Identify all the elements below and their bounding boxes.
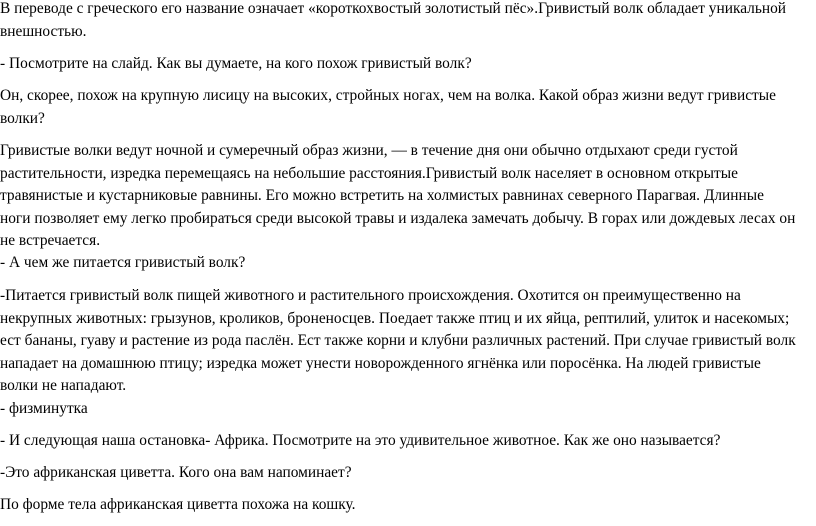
text-line: -Питается гривистый волк пищей животного и растительного происхождения. Охотится он преимущественно на	[0, 287, 741, 304]
paragraph-fizminutka	[0, 398, 88, 421]
text-line: В переводе с греческого его название означает «короткохвостый золотистый пёс».Гривистый волк обладает уникальной	[0, 0, 787, 17]
text-line: ест бананы, гуаву и растение из рода паслён. Ест также корни и клубни различных растений. При случае гривистый волк	[0, 332, 796, 349]
paragraph-answer-fox	[0, 85, 776, 130]
text-line: - физминутка	[0, 400, 88, 417]
text-line: Гривистые волки ведут ночной и сумеречный образ жизни, — в течение дня они обычно отдыхают среди густой	[0, 142, 738, 159]
paragraph-civet-question	[0, 462, 352, 485]
text-line: По форме тела африканская циветта похожа на кошку.	[0, 496, 356, 513]
text-line: Он, скорее, похож на крупную лисицу на высоких, стройных ногах, чем на волка. Какой образ жизни ведут гривистые	[0, 87, 776, 104]
text-line: ноги позволяет ему легко пробираться среди высокой травы и издалека замечать добычу. В горах или дождевых лесах он	[0, 209, 796, 227]
text-line: -Это африканская циветта. Кого она вам напоминает?	[0, 464, 352, 481]
text-line: внешностью.	[0, 22, 87, 40]
text-line: нападает на домашнюю птицу; изредка может унести новорожденного ягнёнка или поросёнка. На людей гривистые	[0, 354, 761, 372]
text-line: волки?	[0, 109, 45, 127]
text-line: травянистые и кустарниковые равнины. Его можно встретить на холмистых равнинах северного Парагвая. Длинные	[0, 187, 764, 204]
text-line: некрупных животных: грызунов, кроликов, броненосцев. Поедает также птиц и их яйца, рептилий, улиток и насекомых;	[0, 309, 790, 327]
text-line: не встречается.	[0, 232, 101, 249]
text-line: - Посмотрите на слайд. Как вы думаете, на кого похож гривистый волк?	[0, 55, 472, 72]
paragraph-question-slide	[0, 53, 472, 76]
text-line: - А чем же питается гривистый волк?	[0, 254, 246, 271]
text-line: растительности, изредка перемещаясь на небольшие расстояния.Гривистый волк населяет в основном открытые	[0, 164, 738, 182]
paragraph-next-stop	[0, 430, 720, 453]
paragraph-lifestyle	[0, 140, 795, 253]
paragraph-question-food	[0, 252, 245, 275]
paragraph-translation	[0, 0, 786, 43]
text-line: волки не нападают.	[0, 377, 127, 394]
text-line: - И следующая наша остановка- Африка. Посмотрите на это удивительное животное. Как же оно называется?	[0, 432, 721, 449]
paragraph-diet	[0, 285, 796, 398]
paragraph-civet-answer	[0, 494, 356, 517]
